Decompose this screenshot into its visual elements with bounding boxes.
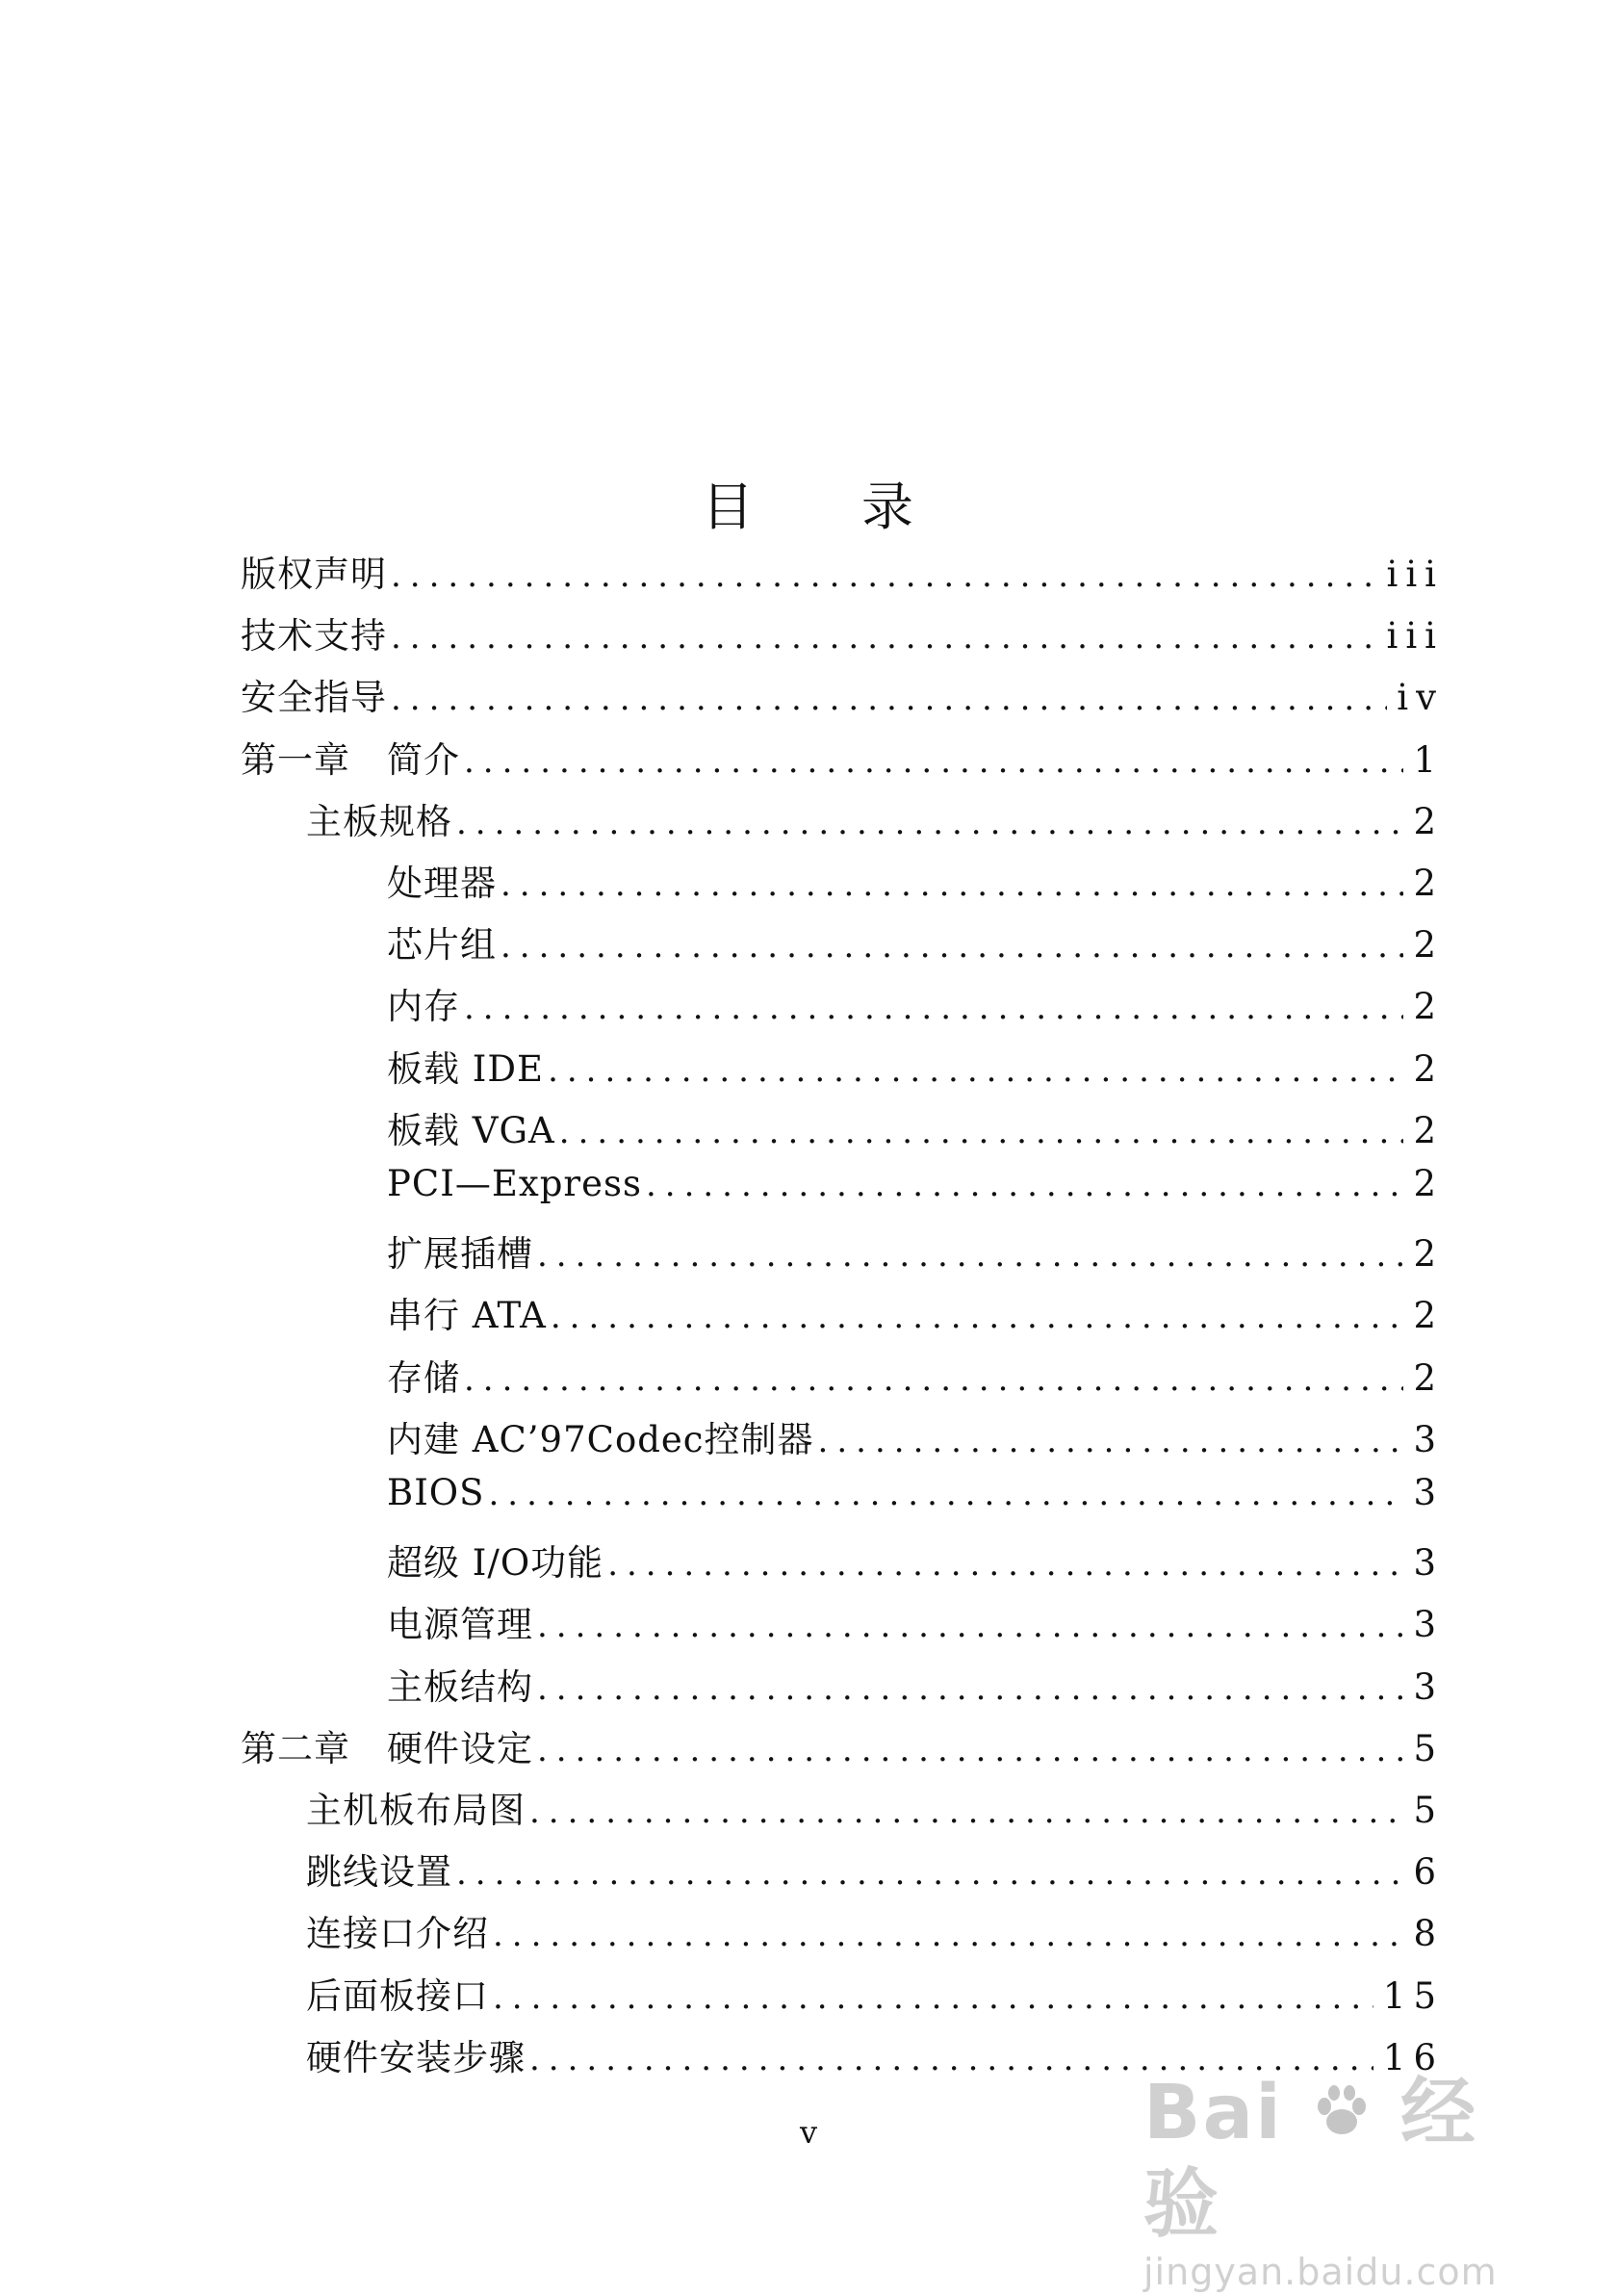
watermark-logo [1143,2070,1548,2248]
toc-entry-page: 2 [1413,1233,1444,1276]
toc-entry [387,916,1444,971]
toc-entry [306,1843,1444,1898]
toc-entry-page: 3 [1413,1665,1444,1708]
toc-entry-label: 内存 [387,986,460,1028]
toc-entry-page: 1 [1413,738,1444,781]
dot-leader [607,1545,1403,1584]
toc-entry-label: 第一章 简介 [241,738,460,781]
dot-leader [537,1731,1403,1769]
toc-entry [387,1472,1444,1528]
toc-entry-page: 6 [1413,1851,1444,1894]
toc-entry-label: PCI—Express [387,1163,642,1204]
dot-leader [456,1854,1403,1893]
toc-entry-page: iv [1397,677,1444,719]
toc-entry-label: 跳线设置 [306,1851,452,1894]
dot-leader [464,742,1403,781]
dot-leader [493,1978,1373,2017]
toc-entry-label: 内建 AC’97Codec控制器 [387,1418,814,1460]
toc-entry [241,606,1444,662]
toc-entry-page: iii [1386,615,1444,658]
toc-entry-page: 2 [1413,1295,1444,1337]
toc-entry [387,1163,1444,1219]
toc-entry [387,1349,1444,1405]
toc-entry [387,1225,1444,1280]
dot-leader [456,804,1403,842]
dot-leader [391,556,1376,595]
dot-leader [559,1113,1404,1151]
toc-entry-page: 15 [1382,1974,1444,2017]
toc-entry-label: 版权声明 [241,554,387,595]
toc-entry [387,1286,1444,1342]
dot-leader [493,1916,1403,1954]
paw-icon [1311,2075,1373,2161]
toc-title-char: 录 [861,477,915,537]
dot-leader [489,1475,1404,1513]
toc-entry [387,977,1444,1033]
toc-entry [387,1040,1444,1096]
toc-entry-page: 2 [1413,1047,1444,1090]
toc-entry [241,1719,1444,1775]
toc-entry [306,1967,1444,2023]
toc-entry-page: 2 [1413,1163,1444,1204]
dot-leader [537,1607,1403,1645]
toc-entry [306,792,1444,848]
dot-leader [537,1669,1403,1708]
dot-leader [551,1298,1404,1336]
toc-entry-label: 主机板布局图 [306,1790,526,1831]
dot-leader [537,1236,1403,1275]
toc-entry-page: 3 [1413,1542,1444,1585]
toc-entry [387,1410,1444,1466]
toc-entry-page: 5 [1413,1790,1444,1831]
toc-entry [241,668,1444,724]
toc-entry-label: 板载 IDE [387,1047,545,1090]
toc-entry-label: 主板结构 [387,1665,533,1708]
toc-entry-page: 3 [1413,1418,1444,1460]
toc-entry-page: 16 [1382,2036,1444,2078]
dot-leader [529,1793,1403,1831]
toc-entry [387,854,1444,910]
toc-entry [387,1101,1444,1157]
toc-entry-page: 2 [1413,924,1444,967]
dot-leader [818,1422,1404,1460]
toc-entry-label: BIOS [387,1472,485,1513]
toc-entry-label: 技术支持 [241,615,387,658]
toc-entry-label: 主板规格 [306,800,452,842]
toc-entry-label: 硬件安装步骤 [306,2036,526,2078]
toc-entry [306,1904,1444,1960]
toc-entry-page: 2 [1413,863,1444,904]
toc-entry-label: 后面板接口 [306,1974,489,2017]
dot-leader [464,1360,1403,1399]
toc-entry-label: 芯片组 [387,924,497,967]
toc-entry [306,1781,1444,1837]
toc-entry-label: 第二章 硬件设定 [241,1727,533,1769]
dot-leader [391,618,1376,657]
dot-leader [548,1051,1403,1090]
toc-entry-label: 扩展插槽 [387,1233,533,1276]
toc-entry-page: 2 [1413,1356,1444,1399]
toc-entry-page: iii [1386,554,1444,595]
watermark-url: jingyan.baidu.com [1143,2250,1498,2293]
toc-entry-label: 存储 [387,1356,460,1399]
toc-entry-label: 连接口介绍 [306,1913,489,1955]
toc-entry-label: 串行 ATA [387,1295,547,1337]
page-number: v [799,2114,818,2151]
dot-leader [464,989,1403,1027]
dot-leader [646,1166,1404,1204]
toc-entry [387,1595,1444,1651]
toc-title [0,466,1617,540]
toc-entry-page: 2 [1413,800,1444,842]
watermark-logo-text-cn: 经验 [1143,2070,1478,2248]
dot-leader [391,680,1387,718]
toc-entry-page: 3 [1413,1472,1444,1513]
toc-entry-page: 8 [1413,1913,1444,1955]
toc-entry-page: 5 [1413,1727,1444,1769]
baidu-watermark [1143,2070,1548,2293]
toc-entry-page: 2 [1413,1109,1444,1151]
dot-leader [500,927,1403,966]
toc-entry-label: 超级 I/O功能 [387,1542,604,1585]
toc-entry-label: 板载 VGA [387,1109,555,1151]
watermark-logo-text: Bai [1143,2070,1283,2156]
toc-entry [387,1658,1444,1714]
toc-entry-page: 3 [1413,1604,1444,1646]
toc-entry [241,545,1444,601]
dot-leader [500,865,1403,904]
toc-entry-label: 电源管理 [387,1604,533,1646]
toc-title-char: 目 [702,477,756,537]
toc-entry [387,1534,1444,1589]
toc-entry-label: 安全指导 [241,677,387,719]
toc-entry-label: 处理器 [387,863,497,904]
toc-entry-page: 2 [1413,986,1444,1028]
toc-entry [241,731,1444,787]
